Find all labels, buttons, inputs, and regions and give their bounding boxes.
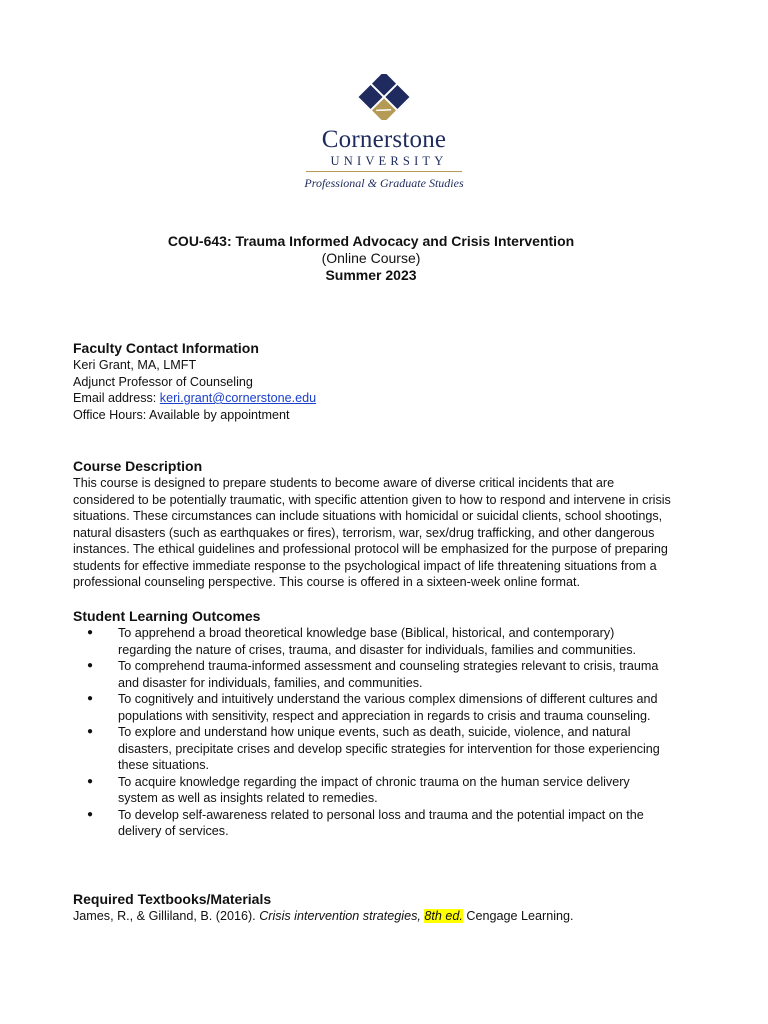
course-heading (0, 233, 742, 284)
outcome-line: regarding the nature of crises, trauma, and disaster for individuals, families and communities. (118, 642, 636, 657)
outcome-line: disasters, precipitate crises and develop specific strategies for intervention for those experiencing (118, 741, 660, 756)
course-title: COU-643: Trauma Informed Advocacy and Crisis Intervention (167, 233, 575, 249)
outcomes-list (73, 625, 703, 840)
description-line: natural disasters (such as earthquakes or fires), terrorism, war, sex/drug trafficking, and other dangerous (73, 525, 655, 540)
outcome-line: ● To cognitively and intuitively understand the various complex dimensions of different cultures and (118, 692, 658, 706)
faculty-section (73, 340, 703, 423)
description-body (73, 475, 703, 591)
university-logo (300, 74, 468, 190)
logo-wordmark: Cornerstone (321, 126, 447, 153)
outcome-line: ● To comprehend trauma-informed assessment and counseling strategies relevant to crisis, trauma (118, 659, 659, 673)
outcome-line: ● To develop self-awareness related to personal loss and trauma and the potential impact on the (118, 807, 644, 822)
logo-divider (306, 171, 462, 172)
email-link[interactable]: keri.grant@cornerstone.edu (159, 391, 317, 405)
textbook-publisher: Cengage Learning. (462, 909, 574, 923)
description-line: instances. The ethical guidelines and professional protocol will be emphasized for the purpose of preparing (73, 542, 668, 556)
outcome-item (73, 625, 703, 658)
outcomes-heading: Student Learning Outcomes (73, 608, 261, 624)
outcome-item (73, 807, 703, 840)
logo-university-text: UNIVERSITY (330, 154, 448, 168)
textbooks-section (73, 891, 703, 925)
outcome-item (73, 724, 703, 774)
description-heading: Course Description (73, 458, 203, 474)
textbook-edition: 8th ed. (424, 909, 463, 923)
course-term: Summer 2023 (325, 267, 417, 283)
textbook-title: Crisis intervention strategies, (259, 909, 425, 923)
office-hours: Office Hours: Available by appointment (73, 407, 290, 422)
outcome-item (73, 658, 703, 691)
outcome-line: ● To explore and understand how unique events, such as death, suicide, violence, and natural (118, 725, 631, 739)
faculty-email-line (73, 390, 703, 407)
faculty-name: Keri Grant, MA, LMFT (73, 358, 197, 372)
outcome-item (73, 774, 703, 807)
outcome-line: and disaster for individuals, families, and communities. (118, 675, 423, 690)
description-line: considered to be potentially traumatic, with specific attention given to how to respond and intervene in crisis (73, 492, 671, 507)
logo-tagline: Professional & Graduate Studies (304, 176, 464, 190)
description-section (73, 458, 703, 591)
description-line: situations. These circumstances can include situations with homicidal or suicidal clients, school shootings, (73, 509, 663, 523)
outcome-line: ● To acquire knowledge regarding the impact of chronic trauma on the human service delivery (118, 774, 630, 789)
textbook-authors: James, R., & Gilliland, B. (2016). (73, 909, 260, 923)
course-format: (Online Course) (321, 250, 421, 266)
description-line: professional counseling perspective. This course is offered in a sixteen-week online format. (73, 575, 581, 589)
outcome-line: these situations. (118, 758, 210, 772)
faculty-position: Adjunct Professor of Counseling (73, 374, 253, 389)
textbooks-heading: Required Textbooks/Materials (73, 891, 272, 907)
outcomes-section (73, 608, 703, 840)
description-line: This course is designed to prepare students to become aware of diverse critical incidents that are (73, 476, 615, 490)
textbook-citation (73, 908, 703, 925)
outcome-line: delivery of services. (118, 824, 229, 838)
outcome-line: populations with sensitivity, respect and appreciation in regards to crisis and trauma counseling. (118, 708, 651, 723)
faculty-heading: Faculty Contact Information (73, 340, 259, 356)
cornerstone-emblem-icon (354, 74, 414, 120)
outcome-item (73, 691, 703, 724)
outcome-line: system as well as insights related to remedies. (118, 791, 378, 805)
email-label: Email address: (73, 391, 160, 405)
description-line: students for effective immediate response to the psychological impact of life threatening situations from a (73, 558, 657, 573)
outcome-line: ● To apprehend a broad theoretical knowledge base (Biblical, historical, and contemporary) (118, 626, 615, 640)
